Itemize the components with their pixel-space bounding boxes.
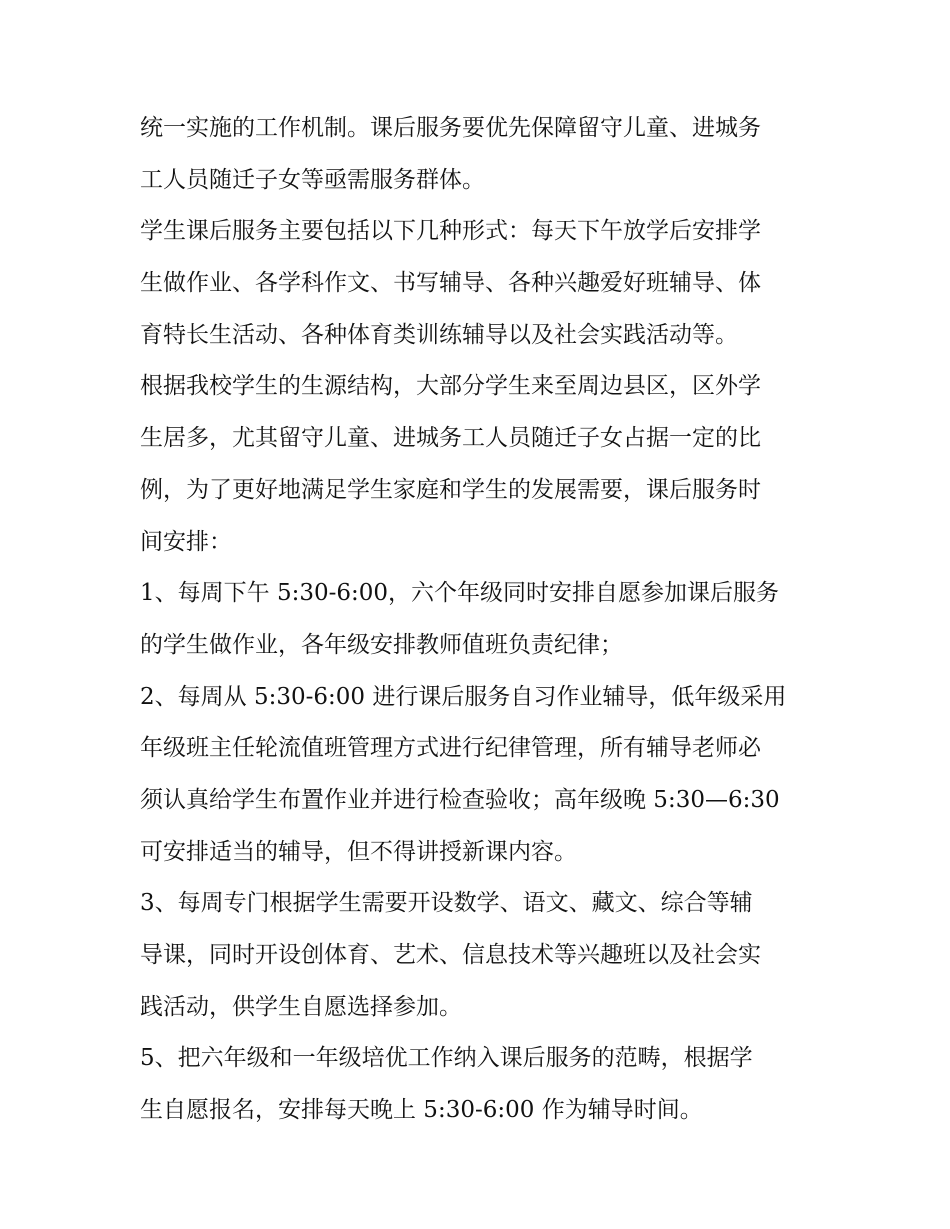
text-line: 践活动，供学生自愿选择参加。 — [140, 993, 462, 1020]
text-line: 3、每周专门根据学生需要开设数学、语文、藏文、综合等辅 — [140, 890, 753, 917]
text-line: 的学生做作业，各年级安排教师值班负责纪律； — [140, 631, 623, 658]
text-line: 根据我校学生的生源结构，大部分学生来至周边县区，区外学 — [140, 373, 761, 400]
text-line: 生居多，尤其留守儿童、进城务工人员随迁子女占据一定的比 — [140, 425, 761, 452]
text-line: 统一实施的工作机制。课后服务要优先保障留守儿童、进城务 — [140, 115, 761, 141]
text-line: 生做作业、各学科作文、书写辅导、各种兴趣爱好班辅导、体 — [140, 270, 761, 297]
text-line: 学生课后服务主要包括以下几种形式：每天下午放学后安排学 — [140, 218, 761, 245]
text-line: 导课，同时开设创体育、艺术、信息技术等兴趣班以及社会实 — [140, 942, 761, 968]
document-body — [140, 103, 820, 1137]
text-line: 育特长生活动、各种体育类训练辅导以及社会实践活动等。 — [140, 321, 738, 348]
text-line: 5、把六年级和一年级培优工作纳入课后服务的范畴，根据学 — [140, 1045, 753, 1072]
text-line: 1、每周下午 5:30-6:00，六个年级同时安排自愿参加课后服务 — [140, 580, 780, 607]
text-line: 例，为了更好地满足学生家庭和学生的发展需要，课后服务时 — [140, 476, 761, 503]
text-line: 可安排适当的辅导，但不得讲授新课内容。 — [140, 838, 577, 865]
text-line: 年级班主任轮流值班管理方式进行纪律管理，所有辅导老师必 — [140, 735, 761, 762]
text-line: 须认真给学生布置作业并进行检查验收；高年级晚 5:30—6:30 — [140, 786, 780, 813]
text-line: 2、每周从 5:30-6:00 进行课后服务自习作业辅导，低年级采用 — [140, 683, 787, 710]
text-line: 间安排： — [140, 528, 232, 555]
text-line: 工人员随迁子女等亟需服务群体。 — [140, 166, 485, 193]
text-line: 生自愿报名，安排每天晚上 5:30-6:00 作为辅导时间。 — [140, 1097, 703, 1124]
